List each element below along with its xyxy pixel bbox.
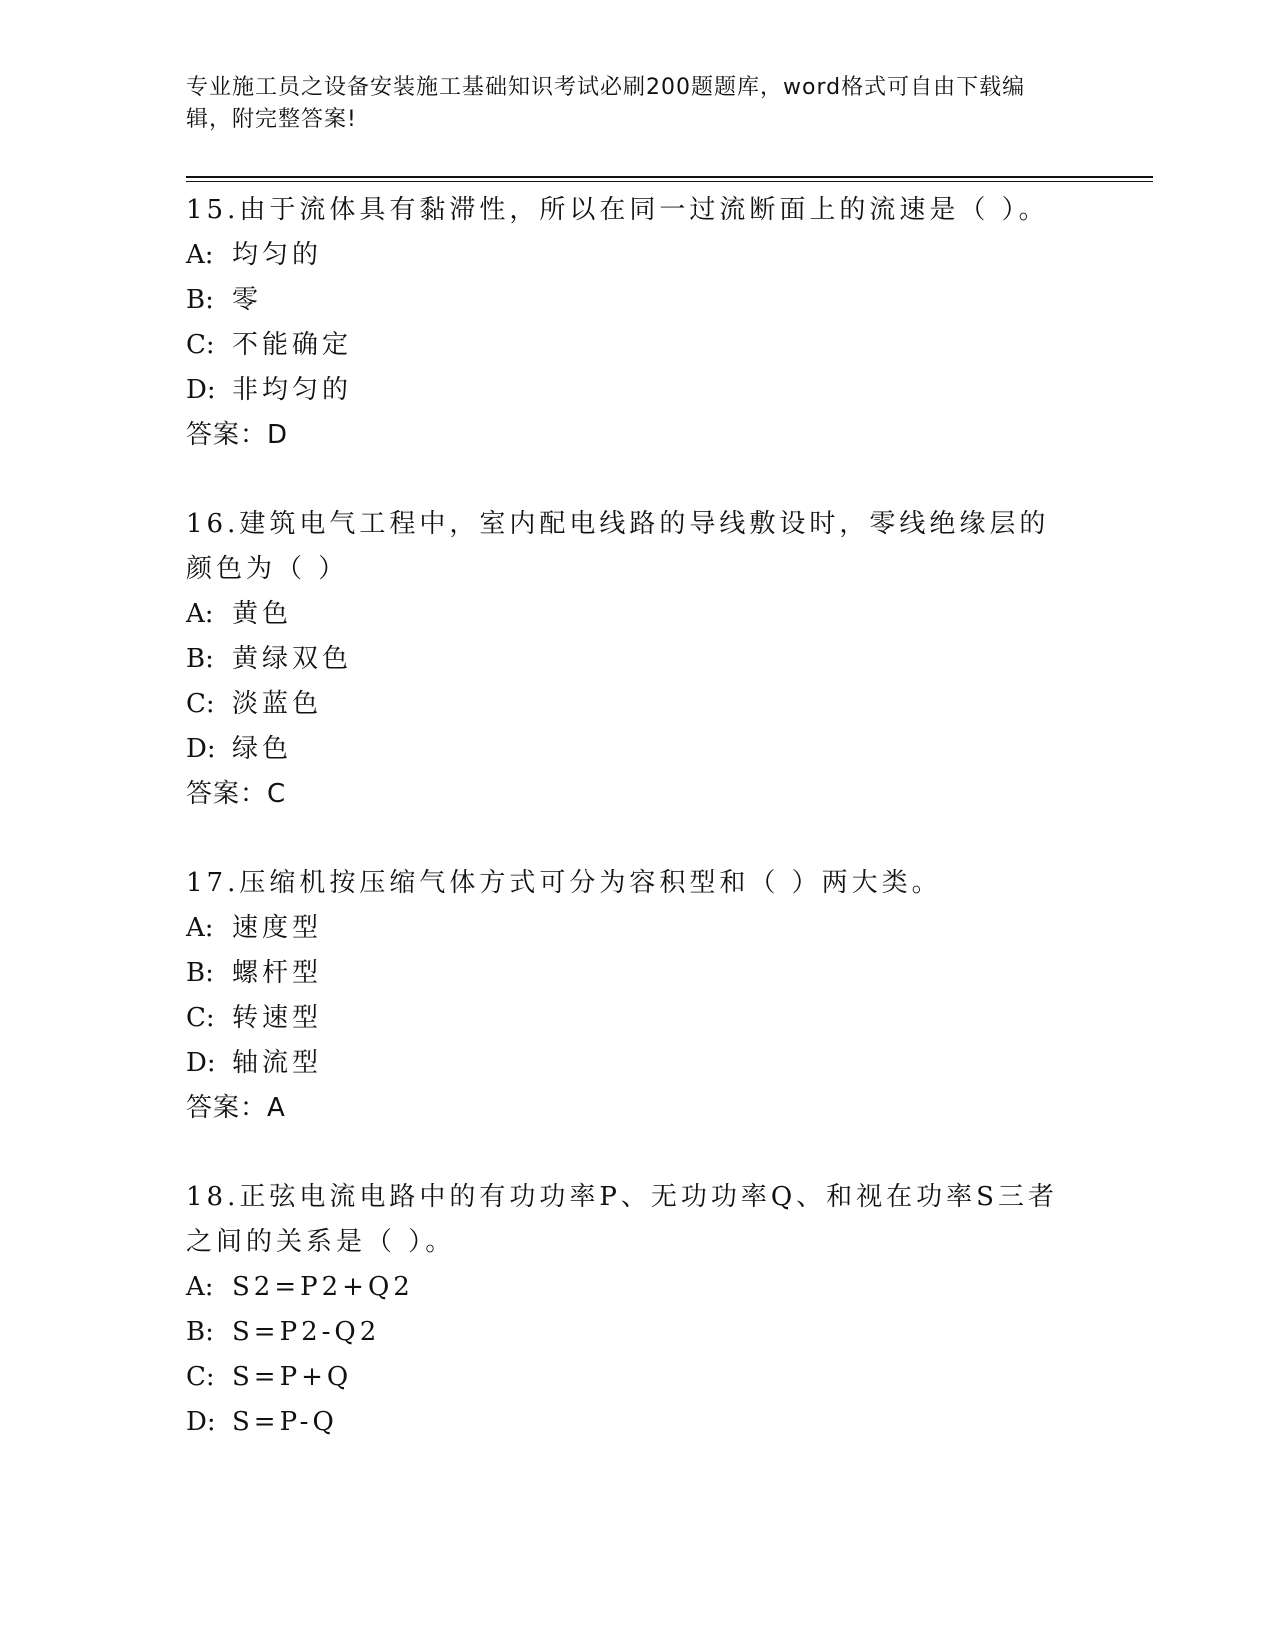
option-text: 速度型 <box>232 913 323 943</box>
option-text: 非均匀的 <box>232 375 353 405</box>
option-b <box>186 278 1153 323</box>
option-a <box>186 592 1153 637</box>
option-letter: D: <box>186 1048 216 1078</box>
option-c <box>186 1355 1153 1400</box>
option-letter: B: <box>186 644 214 674</box>
option-text: 转速型 <box>232 1003 323 1033</box>
option-letter: A: <box>186 913 214 943</box>
answer-text: 答案：D <box>186 420 289 450</box>
option-text: 零 <box>232 285 263 315</box>
option-text: S=P2-Q2 <box>232 1317 381 1347</box>
option-b <box>186 637 1153 682</box>
option-letter: C: <box>186 689 215 719</box>
option-text: 黄色 <box>232 599 293 629</box>
option-letter: A: <box>186 1272 214 1302</box>
option-letter: D: <box>186 375 216 405</box>
option-c <box>186 996 1153 1041</box>
option-letter: B: <box>186 958 214 988</box>
question-item <box>186 861 1153 1131</box>
option-d <box>186 727 1153 772</box>
question-item <box>186 502 1153 817</box>
question-text: 16.建筑电气工程中，室内配电线路的导线敷设时，零线绝缘层的颜色为（ ） <box>186 509 1050 584</box>
option-letter: A: <box>186 240 214 270</box>
question-text: 18.正弦电流电路中的有功功率P、无功功率Q、和视在功率S三者之间的关系是（ ）。 <box>186 1182 1058 1257</box>
option-c <box>186 323 1153 368</box>
option-letter: D: <box>186 1407 216 1437</box>
option-b <box>186 951 1153 996</box>
option-letter: D: <box>186 734 216 764</box>
option-d <box>186 1041 1153 1086</box>
option-text: S=P+Q <box>232 1362 353 1392</box>
option-letter: C: <box>186 330 215 360</box>
option-text: 不能确定 <box>232 330 353 360</box>
option-d <box>186 368 1153 413</box>
option-text: 轴流型 <box>232 1048 323 1078</box>
option-a <box>186 233 1153 278</box>
header-divider <box>186 176 1153 182</box>
option-text: 黄绿双色 <box>232 644 353 674</box>
question-text: 17.压缩机按压缩气体方式可分为容积型和（ ）两大类。 <box>186 868 942 898</box>
question-list <box>186 188 1153 1445</box>
option-d <box>186 1400 1153 1445</box>
option-text: 淡蓝色 <box>232 689 323 719</box>
option-a <box>186 1265 1153 1310</box>
option-text: 均匀的 <box>232 240 323 270</box>
answer-text: 答案：A <box>186 1093 286 1123</box>
option-letter: A: <box>186 599 214 629</box>
option-a <box>186 906 1153 951</box>
document-page <box>186 72 1153 1489</box>
question-item <box>186 188 1153 458</box>
option-letter: C: <box>186 1003 215 1033</box>
option-text: S2=P2+Q2 <box>232 1272 414 1302</box>
option-letter: C: <box>186 1362 215 1392</box>
option-text: 螺杆型 <box>232 958 323 988</box>
option-letter: B: <box>186 285 214 315</box>
document-header: 专业施工员之设备安装施工基础知识考试必刷200题题库，word格式可自由下载编辑，附完整答案! <box>186 75 1026 132</box>
question-text: 15.由于流体具有黏滞性，所以在同一过流断面上的流速是（ ）。 <box>186 195 1049 225</box>
option-c <box>186 682 1153 727</box>
option-b <box>186 1310 1153 1355</box>
question-item <box>186 1175 1153 1445</box>
option-text: S=P-Q <box>232 1407 338 1437</box>
answer-text: 答案：C <box>186 779 287 809</box>
option-text: 绿色 <box>232 734 293 764</box>
option-letter: B: <box>186 1317 214 1347</box>
